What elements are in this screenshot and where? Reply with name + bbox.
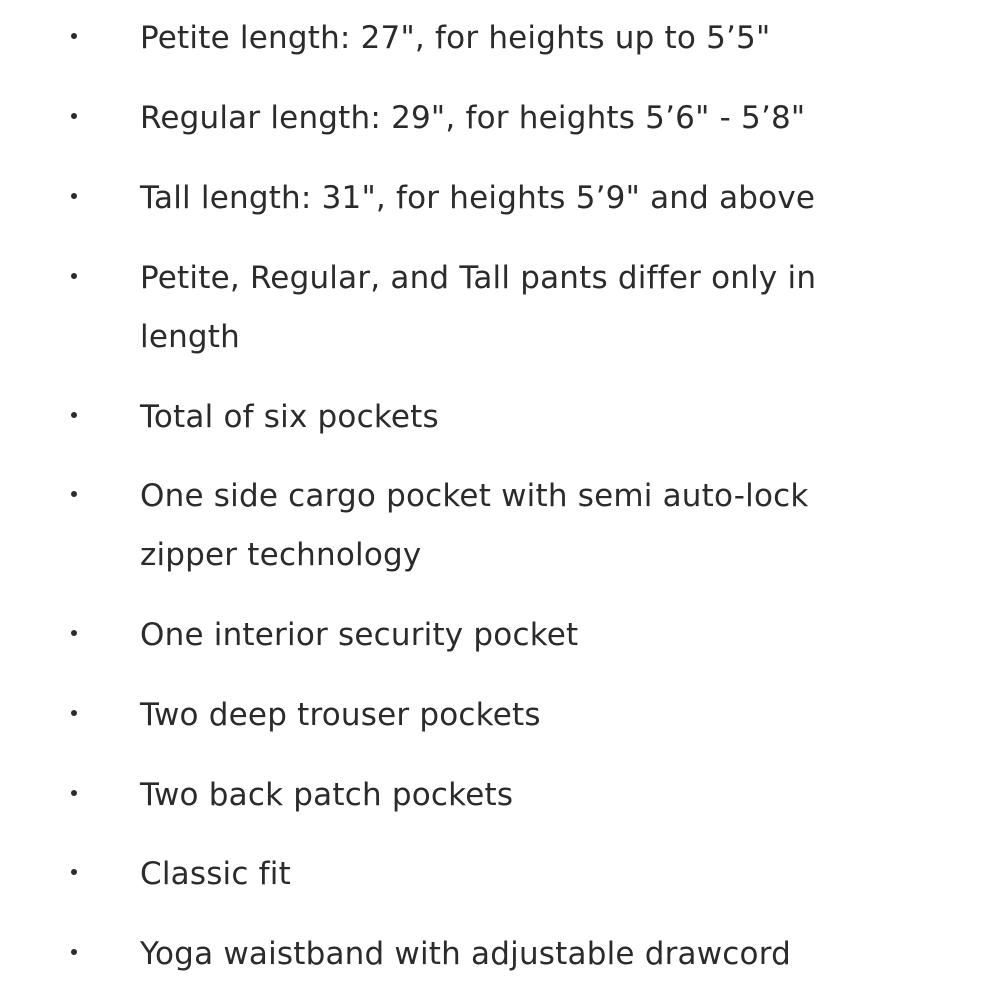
bullet-icon xyxy=(71,193,77,199)
feature-text: Classic fit xyxy=(140,856,291,892)
bullet-icon xyxy=(71,710,77,716)
feature-text: Petite, Regular, and Tall pants differ only in length xyxy=(140,260,817,355)
bullet-icon xyxy=(71,491,77,497)
bullet-icon xyxy=(71,869,77,875)
bullet-icon xyxy=(71,790,77,796)
feature-text: Two back patch pockets xyxy=(140,777,514,813)
feature-text: One side cargo pocket with semi auto-lock zipper technology xyxy=(140,478,809,573)
bullet-icon xyxy=(71,412,77,418)
bullet-icon xyxy=(71,949,77,955)
bullet-icon xyxy=(71,273,77,279)
feature-text: Petite length: 27", for heights up to 5’5" xyxy=(140,20,771,56)
feature-text: Two deep trouser pockets xyxy=(140,697,541,733)
feature-text: Yoga waistband with adjustable drawcord xyxy=(140,936,791,972)
bullet-icon xyxy=(71,33,77,39)
feature-text: Total of six pockets xyxy=(140,399,439,435)
feature-text: Tall length: 31", for heights 5’9" and above xyxy=(140,180,816,216)
bullet-icon xyxy=(71,113,77,119)
feature-text: Regular length: 29", for heights 5’6" - 5’8" xyxy=(140,100,806,136)
bullet-icon xyxy=(71,630,77,636)
feature-text: One interior security pocket xyxy=(140,617,579,653)
